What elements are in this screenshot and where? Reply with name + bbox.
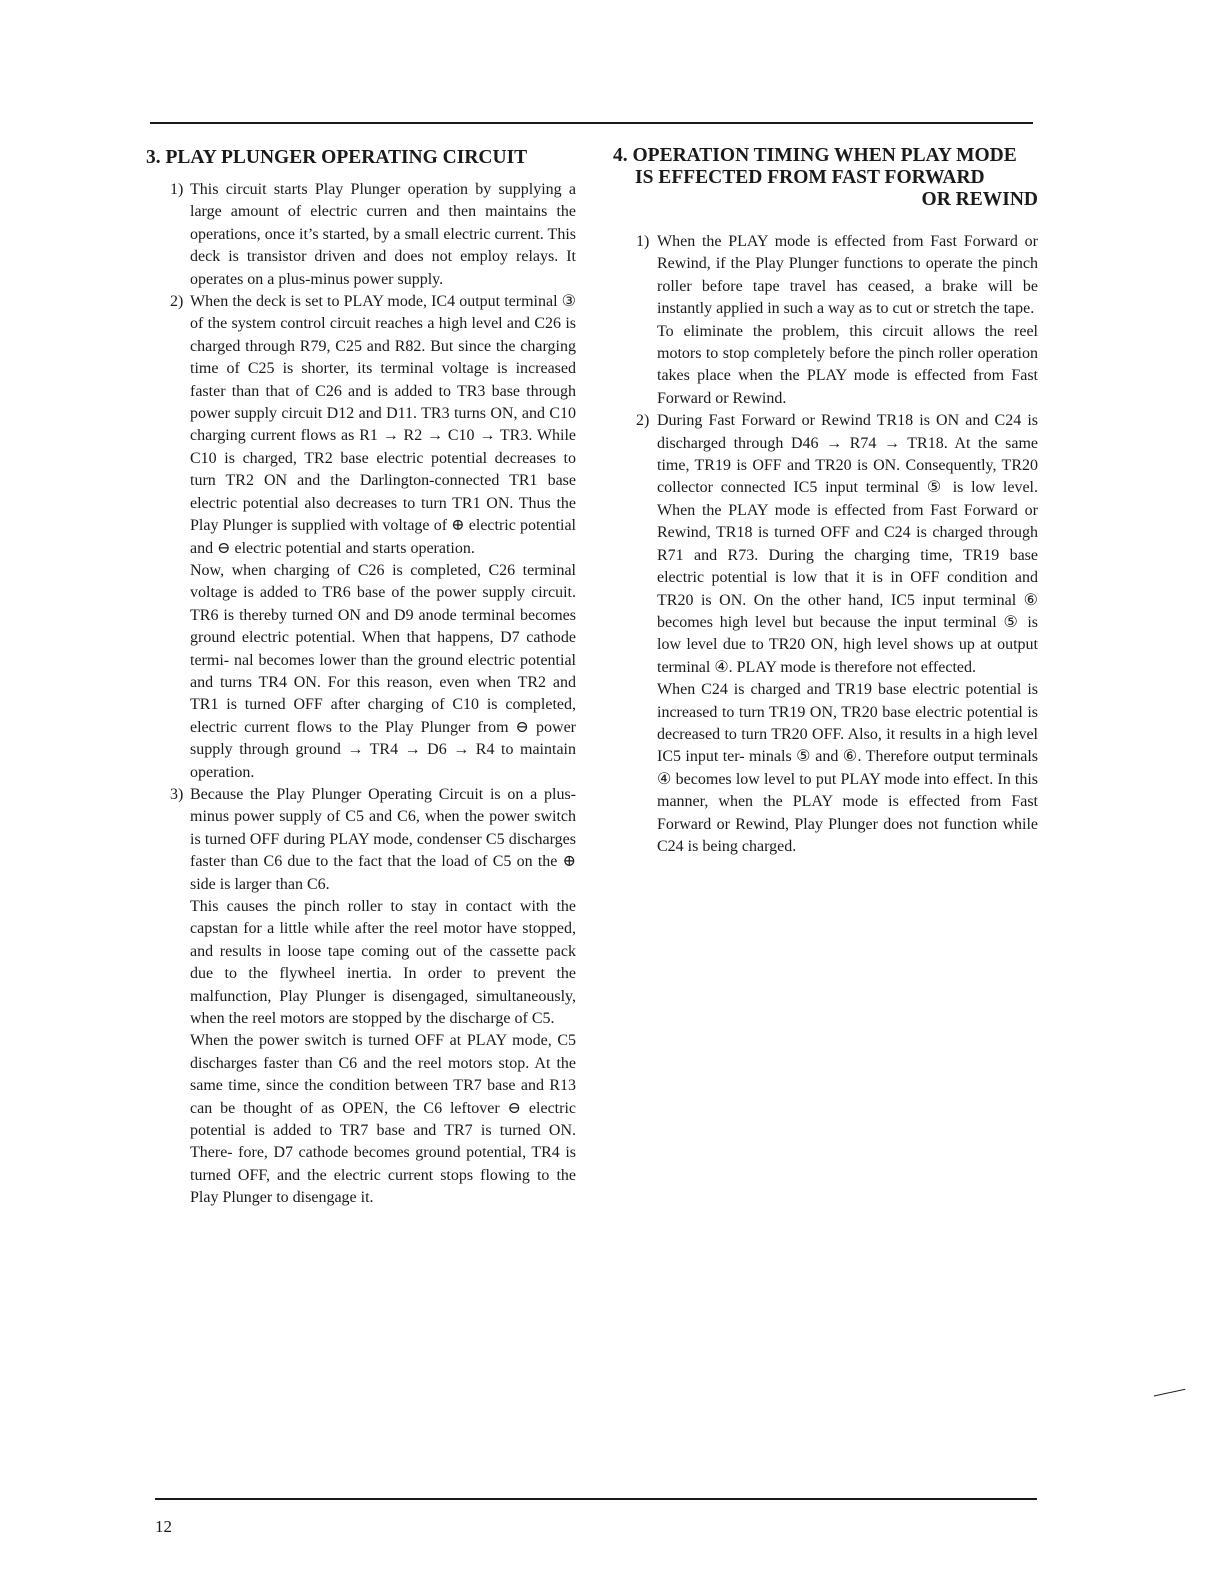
section-3-item-2	[146, 291, 576, 784]
paragraph: During Fast Forward or Rewind TR18 is ON and C24 is discharged through D46 → R74 → TR18. At the same time, TR19 is OFF and TR20 is ON. Consequently, TR20 collector connected IC5 input terminal ⑤ is low level. When the PLAY mode is effected from Fast Forward or Rewind, TR18 is turned OFF and C24 is charged through R71 and R73. During the charging time, TR19 base electric potential is low that it is in OFF condition and TR20 is ON. On the other hand, IC5 input terminal ⑥ becomes high level but because the input terminal ⑤ is low level due to TR20 ON, high level shows up at output terminal ④. PLAY mode is therefore not effected.	[657, 412, 1038, 676]
heading-line-1: 4. OPERATION TIMING WHEN PLAY MODE	[613, 145, 1017, 166]
item-number: 1)	[170, 181, 184, 198]
section-4-item-2	[613, 410, 1038, 858]
top-rule	[150, 122, 1033, 124]
section-4-item-1	[613, 231, 1038, 410]
item-number: 3)	[170, 785, 184, 803]
item-number: 2)	[636, 412, 650, 430]
heading-line-3: OR REWIND	[921, 189, 1038, 210]
scan-mark-icon: ⸺	[1150, 1375, 1189, 1407]
section-3-heading: 3. PLAY PLUNGER OPERATING CIRCUIT	[146, 147, 528, 168]
paragraph: Now, when charging of C26 is completed, C26 terminal voltage is added to TR6 base of the power supply circuit. TR6 is thereby turned ON and D9 anode terminal becomes ground electric potential. When that happens, D7 cathode termi- nal becomes lower than the ground electric potential and turns TR4 ON. For this reason, even when TR2 and TR1 is turned OFF after charging of C10 is completed, electric current flows to the Play Plunger from ⊖ power supply through ground → TR4 → D6 → R4 to maintain operation.	[190, 561, 576, 781]
section-3-item-1	[146, 179, 576, 291]
paragraph: To eliminate the problem, this circuit allows the reel motors to stop completely before the pinch roller operation takes place when the PLAY mode is effected from Fast Forward or Rewind.	[657, 322, 1038, 407]
right-column	[613, 145, 1038, 858]
paragraph: When the PLAY mode is effected from Fast Forward or Rewind, if the Play Plunger functions to operate the pinch roller before tape travel has ceased, a brake will be instantly applied in such a way as to cut or stretch the tape.	[657, 233, 1038, 318]
item-number: 2)	[170, 293, 184, 311]
paragraph: This causes the pinch roller to stay in contact with the capstan for a little while after the reel motor have stopped, and results in loose tape coming out of the cassette pack due to the flywheel inertia. In order to prevent the malfunction, Play Plunger is disengaged, simultaneously, when the reel motors are stopped by the discharge of C5.	[190, 898, 576, 1028]
heading-line-2: IS EFFECTED FROM FAST FORWARD	[635, 167, 985, 188]
section-4-heading	[613, 145, 1038, 211]
paragraph: This circuit starts Play Plunger operation by supplying a large amount of electric curren and then maintains the operations, once it’s started, by a small electric current. This deck is transistor driven and does not employ relays. It operates on a plus-minus power supply.	[190, 181, 576, 288]
item-number: 1)	[636, 233, 650, 250]
section-3-item-3	[146, 784, 576, 1210]
left-column	[146, 145, 576, 1210]
paragraph: Because the Play Plunger Operating Circuit is on a plus-minus power supply of C5 and C6, when the power switch is turned OFF during PLAY mode, condenser C5 discharges faster than C6 due to the fact that the load of C5 on the ⊕ side is larger than C6.	[190, 785, 576, 893]
paragraph: When the deck is set to PLAY mode, IC4 output terminal ③ of the system control circuit reaches a high level and C26 is charged through R79, C25 and R82. But since the charging time of C25 is shorter, its terminal voltage is increased faster than that of C26 and is added to TR3 base through power supply circuit D12 and D11. TR3 turns ON, and C10 charging current flows as R1 → R2 → C10 → TR3. While C10 is charged, TR2 base electric potential decreases to turn TR2 ON and the Darlington-connected TR1 base electric potential also decreases to turn TR1 ON. Thus the Play Plunger is supplied with voltage of ⊕ electric potential and ⊖ electric potential and starts operation.	[190, 293, 576, 557]
bottom-rule	[155, 1498, 1037, 1500]
page-number: 12	[155, 1517, 172, 1536]
paragraph: When the power switch is turned OFF at PLAY mode, C5 discharges faster than C6 and the reel motors stop. At the same time, since the condition between TR7 base and R13 can be thought of as OPEN, the C6 leftover ⊖ electric potential is added to TR7 base and TR7 is turned ON. There- fore, D7 cathode becomes ground potential, TR4 is turned OFF, and the electric current stops flowing to the Play Plunger to disengage it.	[190, 1032, 576, 1207]
paragraph: When C24 is charged and TR19 base electric potential is increased to turn TR19 ON, TR20 base electric potential is decreased to turn TR20 OFF. Also, it results in a high level IC5 input ter- minals ⑤ and ⑥. Therefore output terminals ④ becomes low level to put PLAY mode into effect. In this manner, when the PLAY mode is effected from Fast Forward or Rewind, Play Plunger does not function while C24 is being charged.	[657, 681, 1038, 855]
